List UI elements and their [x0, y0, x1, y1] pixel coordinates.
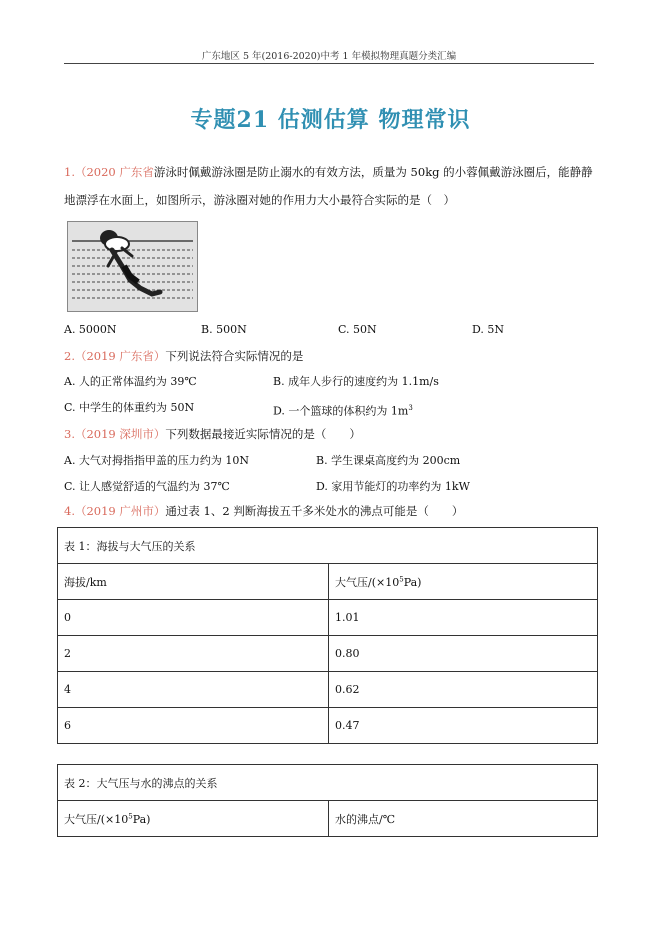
- q1-option-b: B. 500N: [201, 323, 247, 336]
- q2-option-a: A. 人的正常体温约为 39℃: [64, 375, 197, 388]
- table1-cell: 1.01: [329, 600, 598, 636]
- q1-source: （2020 广东省: [74, 165, 154, 179]
- table-row: [58, 636, 598, 672]
- table1-cell: 0.62: [329, 672, 598, 708]
- q3-option-c: C. 让人感觉舒适的气温约为 37℃: [64, 480, 230, 493]
- page-title: 专题21 估测估算 物理常识: [190, 107, 471, 133]
- q3-option-b: B. 学生课桌高度约为 200cm: [316, 454, 461, 467]
- q1-option-a: A. 5000N: [64, 323, 117, 336]
- q4-source: （2019 广州市）: [74, 504, 166, 518]
- table-row: [58, 600, 598, 636]
- swimmer-illustration: [68, 222, 197, 311]
- table1-cell: 2: [58, 636, 329, 672]
- table1-header-pressure: [329, 564, 598, 600]
- q3-stem: [64, 426, 361, 442]
- q1-line1: [64, 164, 593, 180]
- q2-source: （2019 广东省）: [74, 349, 166, 363]
- table-altitude-pressure: [57, 527, 598, 744]
- q2-option-b: B. 成年人步行的速度约为 1.1m/s: [273, 375, 439, 388]
- table-pressure-boiling-point: [57, 764, 598, 837]
- table2-header-pressure-b: Pa): [132, 812, 151, 826]
- table1-cell: 0.80: [329, 636, 598, 672]
- table1-cell: 4: [58, 672, 329, 708]
- q1-option-d: D. 5N: [472, 323, 505, 336]
- q1-option-c: C. 50N: [338, 323, 377, 336]
- q1-text-1: 游泳时佩戴游泳圈是防止溺水的有效方法，质量为 50kg 的小蓉佩戴游泳圈后，能静静: [153, 165, 593, 179]
- table1-caption: 表 1：海拔与大气压的关系: [58, 528, 598, 564]
- q2-number: 2.: [64, 349, 75, 363]
- q3-option-d: D. 家用节能灯的功率约为 1kW: [316, 480, 470, 493]
- table2-header-pressure-a: 大气压/(×10: [64, 812, 129, 826]
- swimmer-figure: [67, 221, 198, 312]
- table1-header-sup: 5: [399, 574, 404, 583]
- q2-option-d-sup: 3: [408, 404, 413, 412]
- page-header: 广东地区 5 年(2016-2020)中考 1 年模拟物理真题分类汇编: [201, 51, 457, 62]
- table1-cell: 0: [58, 600, 329, 636]
- q2-option-d: [273, 400, 413, 420]
- q1-line2: 地漂浮在水面上，如图所示，游泳圈对她的作用力大小最符合实际的是（ ）: [64, 193, 455, 207]
- q2-option-d-text: D. 一个篮球的体积约为 1m: [273, 404, 409, 418]
- table1-header-pressure-a: 大气压/(×10: [335, 575, 400, 589]
- table2-header-pressure: [58, 801, 329, 837]
- q3-option-a: A. 大气对拇指指甲盖的压力约为 10N: [64, 454, 250, 467]
- table-row: [58, 672, 598, 708]
- table2-header-sup: 5: [128, 811, 133, 820]
- table1-header-altitude: 海拔/km: [58, 564, 329, 600]
- q3-text: 下列数据最接近实际情况的是（ ）: [165, 427, 361, 441]
- table1-cell: 6: [58, 708, 329, 744]
- q4-text: 通过表 1、2 判断海拔五千多米处水的沸点可能是（ ）: [165, 504, 464, 518]
- table2-caption: 表 2：大气压与水的沸点的关系: [58, 765, 598, 801]
- header-divider: [64, 63, 594, 64]
- q2-option-c: C. 中学生的体重约为 50N: [64, 401, 195, 414]
- table-row: [58, 708, 598, 744]
- q2-text: 下列说法符合实际情况的是: [165, 349, 304, 363]
- q3-number: 3.: [64, 427, 75, 441]
- table1-header-pressure-b: Pa): [403, 575, 422, 589]
- table1-cell: 0.47: [329, 708, 598, 744]
- q1-number: 1.: [64, 165, 75, 179]
- q4-stem: [64, 503, 463, 519]
- table2-header-boiling: 水的沸点/℃: [329, 801, 598, 837]
- q3-source: （2019 深圳市）: [74, 427, 166, 441]
- q4-number: 4.: [64, 504, 75, 518]
- q2-stem: [64, 348, 303, 364]
